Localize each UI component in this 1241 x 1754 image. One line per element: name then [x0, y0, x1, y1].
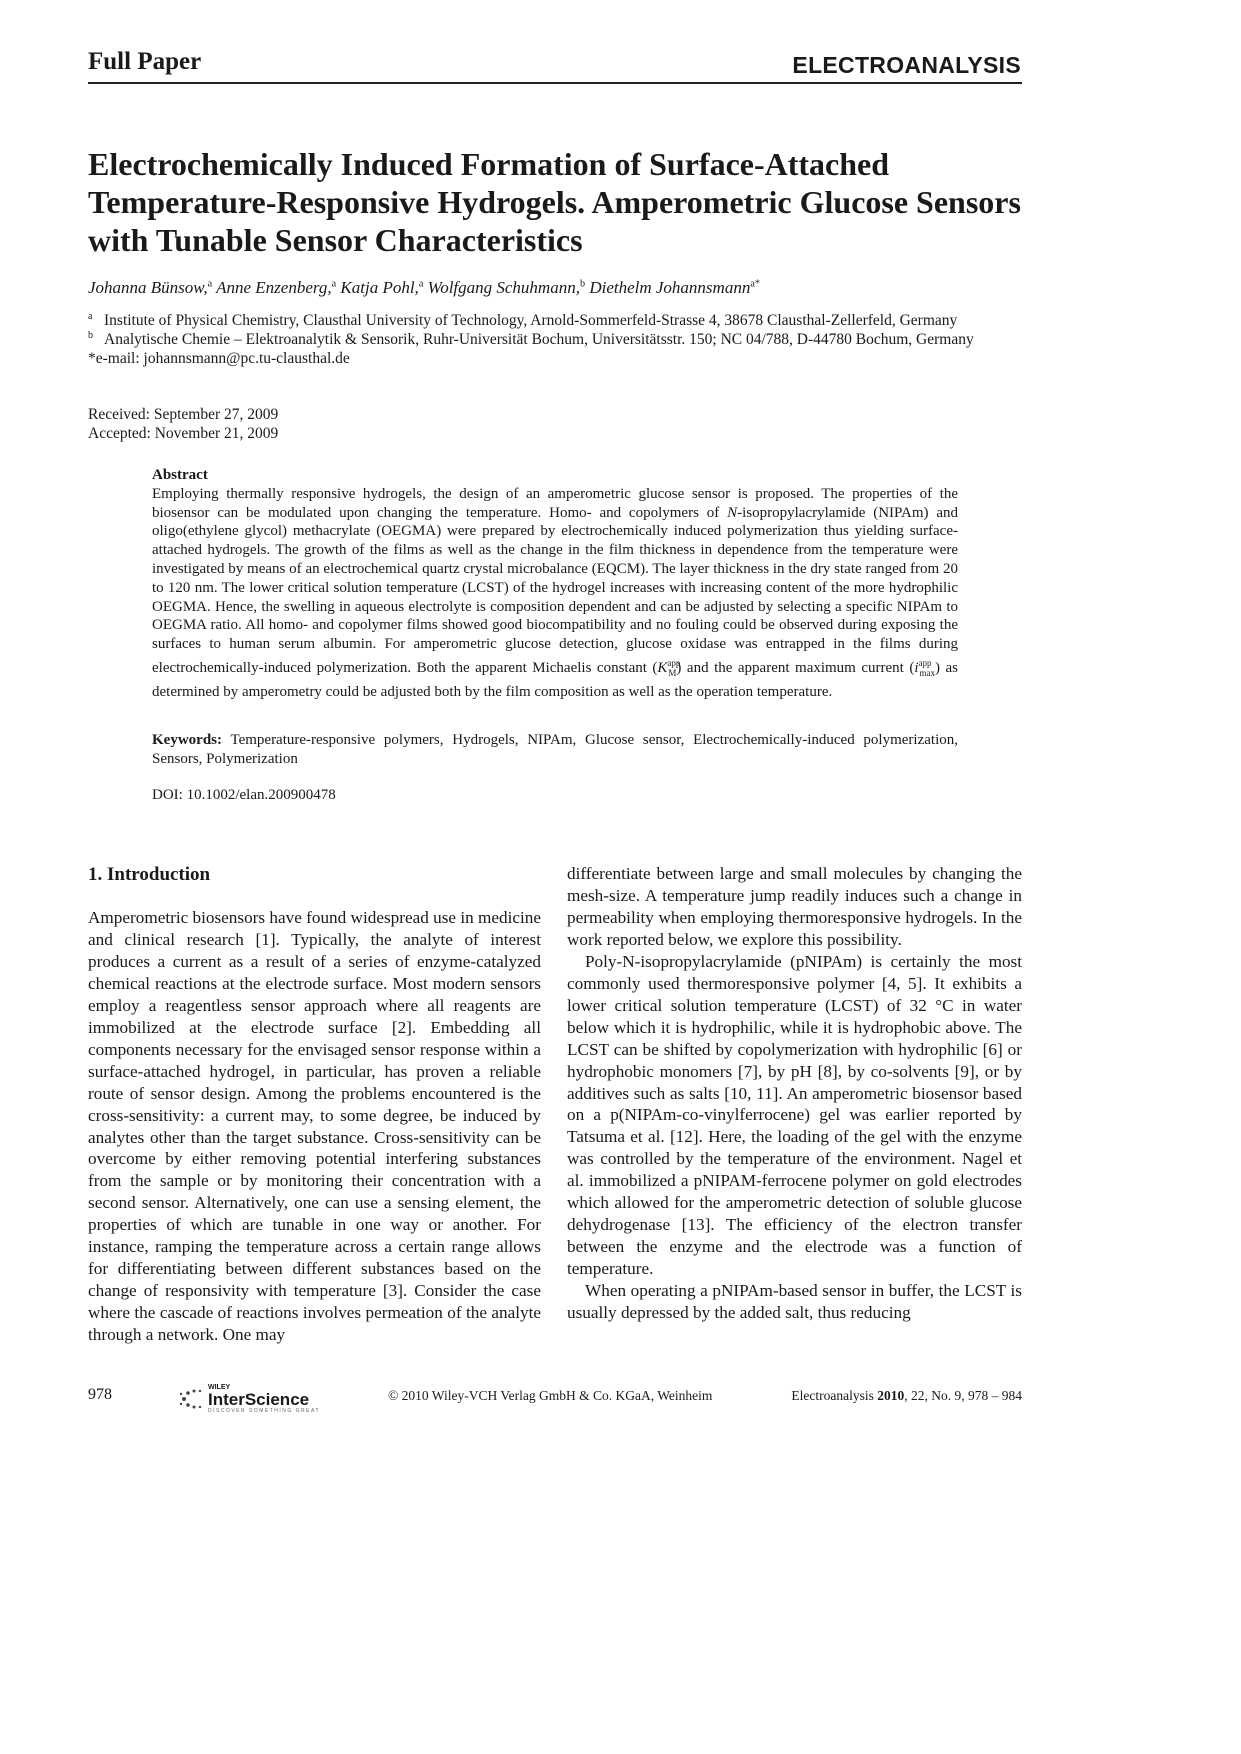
keywords: Keywords: Temperature-responsive polymers, Hydrogels, NIPAm, Glucose sensor, Electrochemically-induced polymerization, Sensors, Polymerization	[152, 732, 958, 767]
section-type-label: Full Paper	[88, 48, 202, 75]
affiliation: b Analytische Chemie – Elektroanalytik & Sensorik, Ruhr-Universität Bochum, Universitätsstr. 150; NC 04/788, D-44780 Bochum, Germany	[88, 330, 974, 348]
page-footer	[88, 1384, 1022, 1412]
doi[interactable]: DOI: 10.1002/elan.200900478	[152, 787, 336, 803]
author: Johanna Bünsow,$^a$	[88, 278, 213, 297]
citation: Electroanalysis 2010, 22, No. 9, 978 – 984	[791, 1388, 1022, 1403]
abstract-text: Employing thermally responsive hydrogels, the design of an amperometric glucose sensor is proposed. The properties of the biosensor can be modulated upon changing the temperature. Homo- and copolymers of N-isopropylacrylamide (NIPAm) and oligo(ethylene glycol) methacrylate (OEGMA) were prepared by electrochemically induced polymerization thus yielding surface-attached hydrogels. The growth of the films as well as the change in the film thickness in dependence from the temperature were investigated by means of an electrochemical quartz crystal microbalance (EQCM). The layer thickness in the dry state ranged from 20 to 120 nm. The lower critical solution temperature (LCST) of the hydrogel increases with increasing content of the more hydrophilic OEGMA. Hence, the swelling in aqueous electrolyte is composition dependent and can be adjusted by selecting a specific NIPAm to OEGMA ratio. All homo- and copolymer films showed good biocompatibility and no fouling could be observed during exposing the surfaces to human serum albumin. For amperometric glucose detection, glucose oxidase was entrapped in the films during electrochemically-induced polymerization. Both the apparent Michaelis constant $(K^{app}_M)$ and the apparent maximum current $(i^{app}_{max})$ as determined by amperometry could be adjusted both by the film composition as well as the operation temperature.	[152, 485, 958, 700]
page-number: 978	[88, 1386, 112, 1403]
abstract	[152, 466, 958, 702]
paragraph: When operating a pNIPAm-based sensor in buffer, the LCST is usually depressed by the added salt, thus reducing	[567, 1281, 1022, 1323]
affiliation: a Institute of Physical Chemistry, Clausthal University of Technology, Arnold-Sommerfeld-Strasse 4, 38678 Clausthal-Zellerfeld, Germany	[88, 311, 958, 329]
received-date: Received: September 27, 2009	[88, 406, 279, 423]
author: Diethelm Johannsmann$^{a*}$	[589, 278, 760, 297]
author: Anne Enzenberg,$^a$	[216, 278, 337, 297]
abstract-heading: Abstract	[152, 467, 208, 483]
accepted-date: Accepted: November 21, 2009	[88, 425, 279, 442]
wiley-interscience-logo: WILEY InterScience DISCOVER SOMETHING GREAT	[178, 1384, 320, 1414]
paragraph: differentiate between large and small molecules by changing the mesh-size. A temperature jump readily induces such a change in permeability when employing thermoresponsive hydrogels. In the work reported below, we explore this possibility.	[567, 864, 1022, 949]
author-list	[88, 278, 760, 298]
header-divider	[88, 82, 1022, 84]
paragraph: Amperometric biosensors have found widespread use in medicine and clinical research [1]. Typically, the analyte of interest produces a current as a result of a series of enzyme-catalyzed chemical reactions at the electrode surface. Most modern sensors employ a reagentless sensor approach where all reagents are immobilized at the electrode surface [2]. Embedding all components necessary for the envisaged sensor response within a surface-attached hydrogel, in particular, has proven a reliable route of sensor design. Among the problems encountered is the cross-sensitivity: a current may, to some degree, be induced by analytes other than the target substance. Cross-sensitivity can be overcome by either removing potential interfering substances from the sample or by monitoring their concentration with a second sensor. Alternatively, one can use a sensing element, the properties of which are tunable in one way or another. For instance, ramping the temperature across a certain range allows for differentiating between different substances based on the change of responsivity with temperature [3]. Consider the case where the cascade of reactions involves permeation of the analyte through a network. One may	[88, 908, 541, 1345]
section-heading: 1. Introduction	[88, 864, 211, 885]
right-column	[567, 863, 1022, 1324]
email: *e-mail: johannsmann@pc.tu-clausthal.de	[88, 350, 350, 367]
left-column	[88, 907, 541, 1346]
journal-name: ELECTROANALYSIS	[792, 52, 1021, 78]
copyright: © 2010 Wiley-VCH Verlag GmbH & Co. KGaA, Weinheim	[388, 1388, 713, 1403]
affiliations	[88, 311, 1022, 368]
author: Wolfgang Schuhmann,$^b$	[427, 278, 586, 297]
logo-dots-icon	[178, 1388, 204, 1410]
paper-title: Electrochemically Induced Formation of Surface-Attached Temperature-Responsive Hydrogels. Amperometric Glucose Sensors with Tunable Sensor Characteristics	[88, 146, 1021, 258]
dates	[88, 405, 278, 443]
paragraph: Poly-N-isopropylacrylamide (pNIPAm) is certainly the most commonly used thermoresponsive polymer [4, 5]. It exhibits a lower critical solution temperature (LCST) of 32 °C in water below which it is hydrophilic, while it is hydrophobic above. The LCST can be shifted by copolymerization with hydrophilic [6] or hydrophobic monomers [7], by pH [8], by co-solvents [9], or by additives such as salts [10, 11]. An amperometric biosensor based on a p(NIPAm-co-vinylferrocene) gel was earlier reported by Tatsuma et al. [12]. Here, the loading of the gel with the enzyme was controlled by the temperature of the environment. Nagel et al. immobilized a pNIPAM-ferrocene polymer on gold electrodes which allowed for the amperometric detection of soluble glucose dehydrogenase [13]. The efficiency of the electron transfer between the enzyme and the electrode was a function of temperature.	[567, 951, 1022, 1279]
author: Katja Pohl,$^a$	[340, 278, 424, 297]
